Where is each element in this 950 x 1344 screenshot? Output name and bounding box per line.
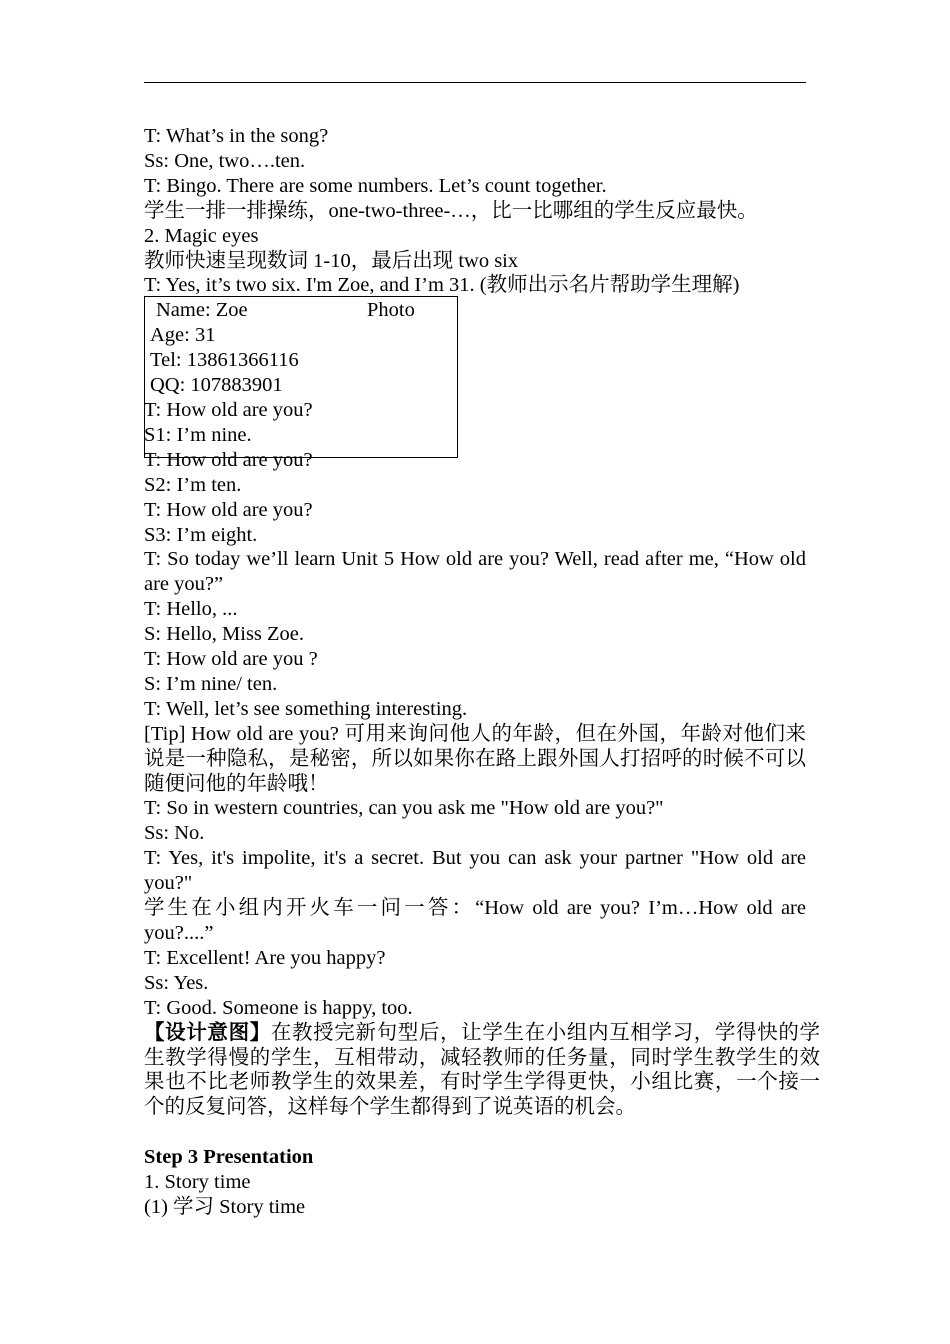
dialogue-line: T: Hello, ... [144, 598, 238, 621]
instruction-line: 教师快速呈现数词 1-10，最后出现 two six [144, 249, 519, 272]
activity-subheading: (1) 学习 Story time [144, 1195, 306, 1218]
dialogue-line: T: So in western countries, can you ask me "How old are you?" [144, 797, 664, 820]
dialogue-line: S: I’m nine/ ten. [144, 672, 278, 695]
card-name: Name: Zoe [156, 299, 248, 322]
dialogue-line: T: Yes, it’s two six. I'm Zoe, and I’m 31. (教师出示名片帮助学生理解) [144, 274, 740, 297]
dialogue-paragraph: T: So today we’ll learn Unit 5 How old are you? Well, read after me, “How old are you?” [144, 548, 806, 596]
design-intent-paragraph [144, 1021, 820, 1121]
dialogue-line: T: Excellent! Are you happy? [144, 946, 386, 969]
section-heading: Step 3 Presentation [144, 1146, 314, 1169]
dialogue-paragraph: T: Yes, it's impolite, it's a secret. But you can ask your partner "How old are you?" [144, 847, 806, 895]
card-qq: QQ: 107883901 [150, 374, 283, 397]
name-card [144, 298, 806, 398]
dialogue-line: S3: I’m eight. [144, 523, 258, 546]
design-intent-text: 在教授完新句型后，让学生在小组内互相学习，学得快的学生教学得慢的学生，互相带动，减轻教师的任务量，同时学生教学生的效果也不比老师教学生的效果差，有时学生学得更快，小组比赛，一个接一个的反复问答，这样每个学生都得到了说英语的机会。 [144, 1021, 821, 1119]
dialogue-line: S2: I’m ten. [144, 473, 242, 496]
spacer [144, 1120, 806, 1145]
card-age: Age: 31 [150, 324, 216, 347]
dialogue-line: T: Bingo. There are some numbers. Let’s count together. [144, 174, 607, 197]
document-body [144, 124, 821, 1220]
dialogue-line: Ss: Yes. [144, 971, 209, 994]
dialogue-line: T: How old are you? [144, 448, 313, 471]
design-intent-label: 【设计意图】 [144, 1021, 271, 1044]
tip-paragraph: [Tip] How old are you? 可用来询问他人的年龄，但在外国，年龄对他们来说是一种隐私，是秘密，所以如果你在路上跟外国人打招呼的时候不可以随便问他的年龄哦！ [144, 722, 806, 795]
dialogue-line: T: Well, let’s see something interesting. [144, 697, 468, 720]
card-tel: Tel: 13861366116 [150, 349, 299, 372]
dialogue-line: Ss: No. [144, 822, 205, 845]
dialogue-line: T: How old are you ? [144, 648, 318, 671]
dialogue-line: S1: I’m nine. [144, 423, 252, 446]
dialogue-line: Ss: One, two….ten. [144, 149, 306, 172]
activity-heading: 2. Magic eyes [144, 224, 259, 247]
dialogue-line: T: How old are you? [144, 498, 313, 521]
activity-heading: 1. Story time [144, 1171, 251, 1194]
dialogue-line: T: Good. Someone is happy, too. [144, 996, 413, 1019]
dialogue-line: T: What’s in the song? [144, 125, 329, 147]
dialogue-line: T: How old are you? [144, 398, 313, 421]
dialogue-line: S: Hello, Miss Zoe. [144, 623, 305, 646]
card-photo: Photo [367, 299, 415, 322]
instruction-line: 学生一排一排操练，one-two-three-…，比一比哪组的学生反应最快。 [144, 199, 758, 222]
instruction-paragraph: 学生在小组内开火车一问一答：“How old are you? I’m…How old are you?....” [144, 897, 806, 944]
header-rule [144, 82, 806, 83]
